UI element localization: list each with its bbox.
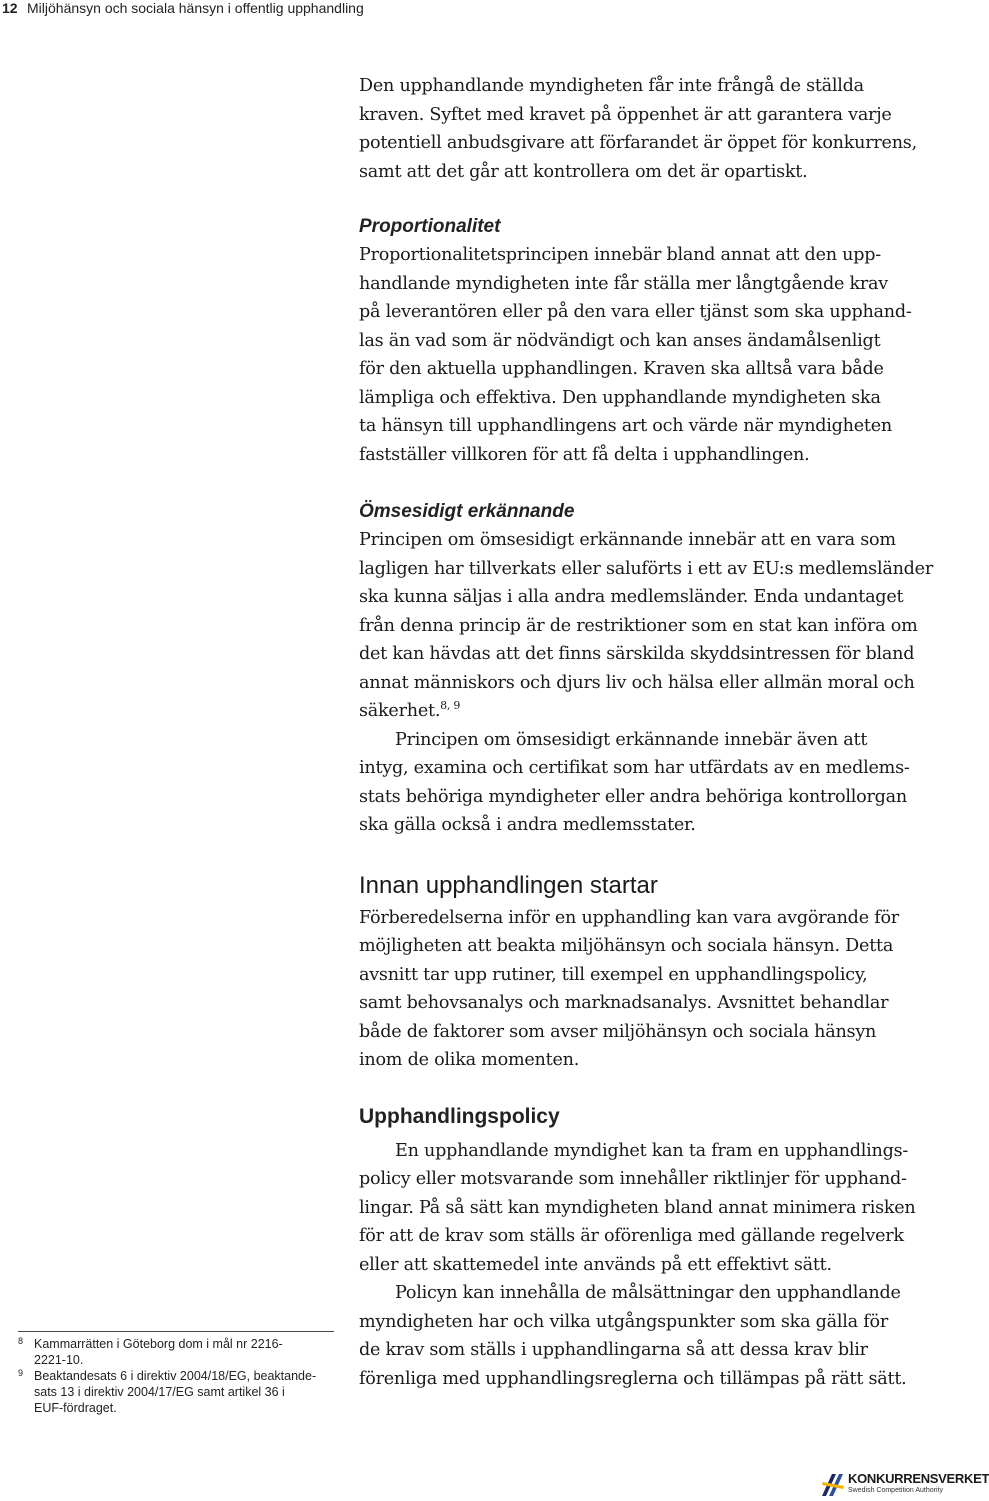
text-line: ta hänsyn till upphandlingens art och värde när myndigheten xyxy=(359,416,892,436)
text-line: det kan hävdas att det finns särskilda skyddsintressen för bland xyxy=(359,644,915,664)
text-line: fastställer villkoren för att få delta i upphandlingen. xyxy=(359,444,810,465)
logo-name: KONKURRENSVERKET xyxy=(848,1471,989,1486)
heading-innan-upphandlingen: Innan upphandlingen startar xyxy=(359,871,658,899)
footnote-number: 9 xyxy=(18,1368,24,1378)
text-line: samt att det går att kontrollera om det är opartiskt. xyxy=(359,161,808,182)
logo-tagline: Swedish Competition Authority xyxy=(848,1487,943,1494)
text-line: stats behöriga myndigheter eller andra behöriga kontrollorgan xyxy=(359,786,907,807)
logo-mark-icon xyxy=(820,1470,846,1498)
text-line: samt behovsanalys och marknadsanalys. Avsnittet behandlar xyxy=(359,993,889,1013)
text-line: intyg, examina och certifikat som har utfärdats av en medlems- xyxy=(359,758,910,778)
text-line: eller att skattemedel inte används på ett effektivt sätt. xyxy=(359,1254,832,1275)
footnote-9 xyxy=(18,1368,334,1416)
text-line xyxy=(359,697,959,726)
page-number: 12 xyxy=(2,0,18,16)
text-line: Principen om ömsesidigt erkännande innebär att en vara som xyxy=(359,530,896,550)
text-line: myndigheten har och vilka utgångspunkter som ska gälla för xyxy=(359,1311,888,1332)
main-column xyxy=(359,72,959,1393)
text-line: Policyn kan innehålla de målsättningar den upphandlande xyxy=(395,1283,901,1303)
text-fragment: säkerhet. xyxy=(359,701,441,721)
text-line: Den upphandlande myndigheten får inte frångå de ställda xyxy=(359,76,864,96)
text-line: både de faktorer som avser miljöhänsyn och sociala hänsyn xyxy=(359,1021,877,1042)
footnote-line: sats 13 i direktiv 2004/17/EG samt artikel 36 i xyxy=(34,1385,285,1399)
heading-upphandlingspolicy: Upphandlingspolicy xyxy=(359,1104,560,1128)
heading-proportionalitet: Proportionalitet xyxy=(359,216,501,237)
policy-paragraph-2 xyxy=(359,1279,959,1393)
text-line: kraven. Syftet med kravet på öppenhet är att garantera varje xyxy=(359,104,892,125)
text-line: lingar. På så sätt kan myndigheten bland annat minimera risken xyxy=(359,1197,916,1218)
text-line: möjligheten att beakta miljöhänsyn och sociala hänsyn. Detta xyxy=(359,936,894,956)
text-line: Proportionalitetsprincipen innebär bland annat att den upp- xyxy=(359,245,881,265)
proportionalitet-paragraph xyxy=(359,241,959,469)
text-line: annat människors och djurs liv och hälsa eller allmän moral och xyxy=(359,672,915,693)
text-line: från denna princip är de restriktioner som en stat kan införa om xyxy=(359,615,918,636)
text-line: för den aktuella upphandlingen. Kraven ska alltså vara både xyxy=(359,359,884,379)
footnote-line: EUF-fördraget. xyxy=(34,1401,117,1415)
text-line: las än vad som är nödvändigt och kan anses ändamålsenligt xyxy=(359,330,881,351)
text-line: handlande myndigheten inte får ställa mer långtgående krav xyxy=(359,273,888,294)
footnote-line: Beaktandesats 6 i direktiv 2004/18/EG, beaktande- xyxy=(34,1369,317,1383)
text-line: avsnitt tar upp rutiner, till exempel en upphandlingspolicy, xyxy=(359,964,868,985)
text-line: ska kunna säljas i alla andra medlemsländer. Enda undantaget xyxy=(359,587,904,607)
running-title: Miljöhänsyn och sociala hänsyn i offentlig upphandling xyxy=(27,0,364,16)
innan-paragraph xyxy=(359,904,959,1075)
text-line: potentiell anbudsgivare att förfarandet är öppet för konkurrens, xyxy=(359,133,917,153)
text-line: lämpliga och effektiva. Den upphandlande myndigheten ska xyxy=(359,387,881,408)
omsesidigt-paragraph-2-cont xyxy=(359,754,959,840)
omsesidigt-paragraph-2 xyxy=(359,726,959,755)
text-line: ska gälla också i andra medlemsstater. xyxy=(359,815,696,835)
footnote-number: 8 xyxy=(18,1336,24,1346)
text-line: policy eller motsvarande som innehåller riktlinjer för upphand- xyxy=(359,1169,907,1189)
omsesidigt-paragraph-1 xyxy=(359,526,959,726)
intro-paragraph xyxy=(359,72,959,186)
page-header xyxy=(0,0,960,20)
policy-paragraph-1 xyxy=(359,1137,959,1280)
text-line: lagligen har tillverkats eller saluförts i ett av EU:s medlemsländer xyxy=(359,558,933,579)
text-line: för att de krav som ställs är oförenliga med gällande regelverk xyxy=(359,1226,904,1246)
footnote-line: Kammarrätten i Göteborg dom i mål nr 2216- xyxy=(34,1337,283,1351)
text-line: En upphandlande myndighet kan ta fram en upphandlings- xyxy=(395,1140,909,1161)
text-line: inom de olika momenten. xyxy=(359,1050,580,1070)
text-line: på leverantören eller på den vara eller tjänst som ska upphand- xyxy=(359,302,912,322)
text-line: de krav som ställs i upphandlingarna så att dessa krav blir xyxy=(359,1340,868,1360)
text-line: förenliga med upphandlingsreglerna och tillämpas på rätt sätt. xyxy=(359,1368,907,1389)
footnote-line: 2221-10. xyxy=(34,1353,84,1367)
text-line: Förberedelserna inför en upphandling kan vara avgörande för xyxy=(359,907,899,928)
konkurrensverket-logo xyxy=(820,1468,989,1500)
footnotes xyxy=(18,1331,334,1416)
heading-omsesidigt-erkannande: Ömsesidigt erkännande xyxy=(359,501,575,522)
footnote-reference: 8, 9 xyxy=(440,699,461,712)
footnote-8 xyxy=(18,1336,334,1368)
text-line: Principen om ömsesidigt erkännande innebär även att xyxy=(395,729,868,750)
